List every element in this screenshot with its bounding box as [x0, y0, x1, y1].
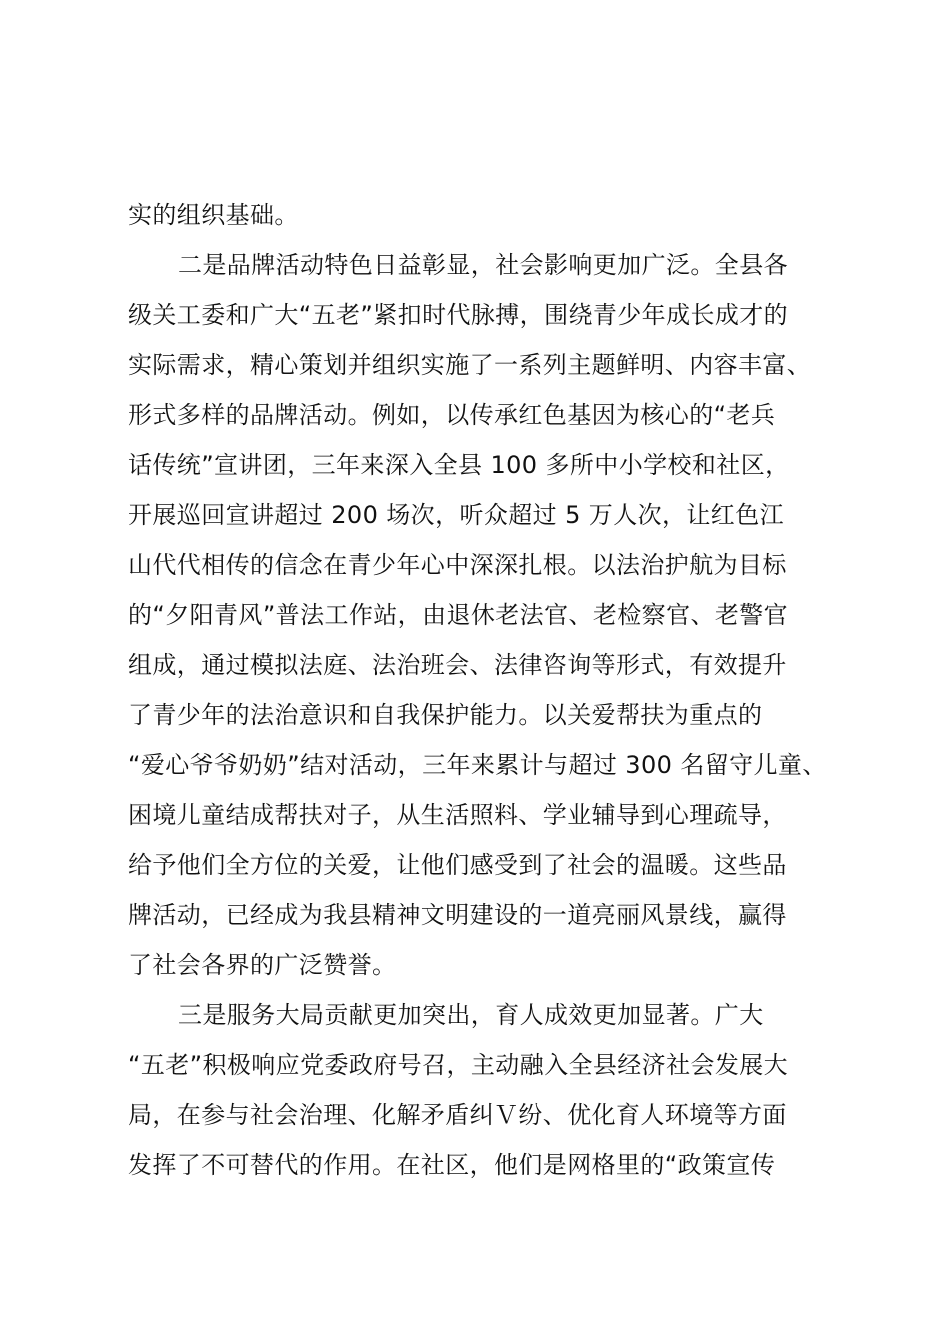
text-line: “五老”积极响应党委政府号召，主动融入全县经济社会发展大 — [128, 1051, 789, 1079]
text-line: 了青少年的法治意识和自我保护能力。以关爱帮扶为重点的 — [128, 701, 763, 729]
text-line: 牌活动，已经成为我县精神文明建设的一道亮丽风景线，赢得 — [128, 901, 787, 929]
text-line: 形式多样的品牌活动。例如，以传承红色基因为核心的“老兵 — [128, 401, 776, 429]
text-line: 山代代相传的信念在青少年心中深深扎根。以法治护航为目标 — [128, 551, 787, 579]
text-line: 话传统”宣讲团，三年来深入全县 100 多所中小学校和社区， — [128, 451, 790, 479]
paragraph-first-line: 二是品牌活动特色日益彰显，社会影响更加广泛。全县各 — [178, 251, 788, 279]
text-line: 发挥了不可替代的作用。在社区，他们是网格里的“政策宣传 — [128, 1151, 776, 1179]
paragraph-first-line: 三是服务大局贡献更加突出，育人成效更加显著。广大 — [178, 1001, 764, 1029]
text-line: 局，在参与社会治理、化解矛盾纠Ｖ纷、优化育人环境等方面 — [128, 1101, 787, 1129]
text-line: 给予他们全方位的关爱，让他们感受到了社会的温暖。这些品 — [128, 851, 787, 879]
text-line: 的“夕阳青风”普法工作站，由退休老法官、老检察官、老警官 — [128, 601, 789, 629]
text-line: 级关工委和广大“五老”紧扣时代脉搏，围绕青少年成长成才的 — [128, 301, 789, 329]
text-line: 组成，通过模拟法庭、法治班会、法律咨询等形式，有效提升 — [128, 651, 787, 679]
text-line: 困境儿童结成帮扶对子，从生活照料、学业辅导到心理疏导， — [128, 801, 787, 829]
text-line: 开展巡回宣讲超过 200 场次，听众超过 5 万人次，让红色江 — [128, 501, 784, 529]
text-line: 实际需求，精心策划并组织实施了一系列主题鲜明、内容丰富、 — [128, 351, 812, 379]
text-line: 了社会各界的广泛赞誉。 — [128, 951, 397, 979]
text-line: 实的组织基础。 — [128, 201, 299, 229]
text-line: “爱心爷爷奶奶”结对活动，三年来累计与超过 300 名留守儿童、 — [128, 751, 827, 779]
